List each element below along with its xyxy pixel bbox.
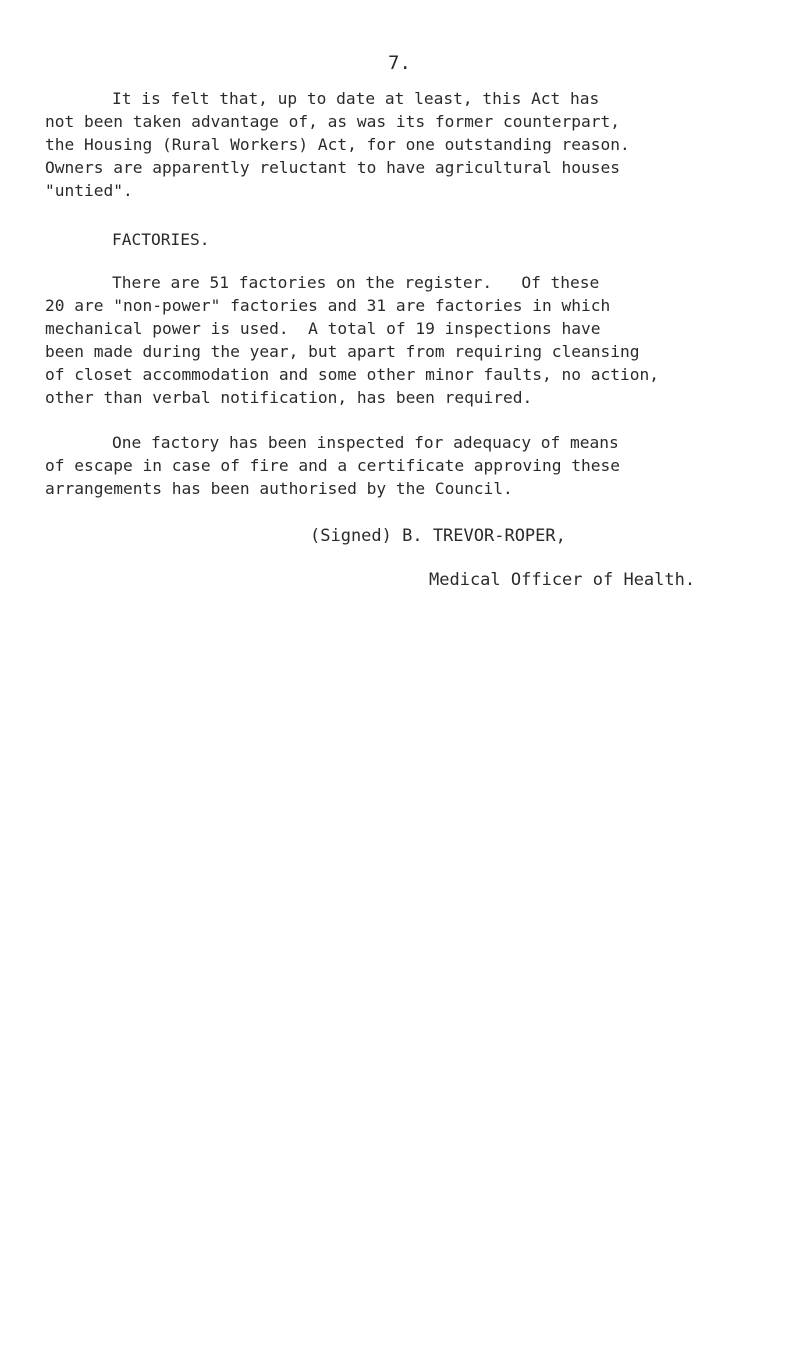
paragraph-line: other than verbal notification, has been required. bbox=[45, 388, 533, 407]
paragraph-line: been made during the year, but apart from requiring cleansing bbox=[45, 342, 640, 361]
paragraph-line: One factory has been inspected for adequacy of means bbox=[112, 433, 619, 452]
section-heading-factories: FACTORIES. bbox=[112, 230, 210, 249]
paragraph-line: the Housing (Rural Workers) Act, for one outstanding reason. bbox=[45, 135, 630, 154]
signature-title: Medical Officer of Health. bbox=[429, 570, 696, 590]
paragraph-line: of escape in case of fire and a certificate approving these bbox=[45, 456, 620, 475]
signature-name: (Signed) B. TREVOR-ROPER, bbox=[310, 526, 566, 546]
paragraph-line: of closet accommodation and some other minor faults, no action, bbox=[45, 365, 659, 384]
paragraph-line: There are 51 factories on the register. Of these bbox=[112, 273, 600, 292]
paragraph-line: Owners are apparently reluctant to have agricultural houses bbox=[45, 158, 620, 177]
page-number: 7. bbox=[388, 52, 411, 74]
paragraph-line: It is felt that, up to date at least, this Act has bbox=[112, 89, 600, 108]
paragraph-line: arrangements has been authorised by the Council. bbox=[45, 479, 513, 498]
paragraph-line: "untied". bbox=[45, 181, 133, 200]
paragraph-line: 20 are "non-power" factories and 31 are factories in which bbox=[45, 296, 611, 315]
paragraph-line: mechanical power is used. A total of 19 inspections have bbox=[45, 319, 601, 338]
paragraph-line: not been taken advantage of, as was its former counterpart, bbox=[45, 112, 620, 131]
